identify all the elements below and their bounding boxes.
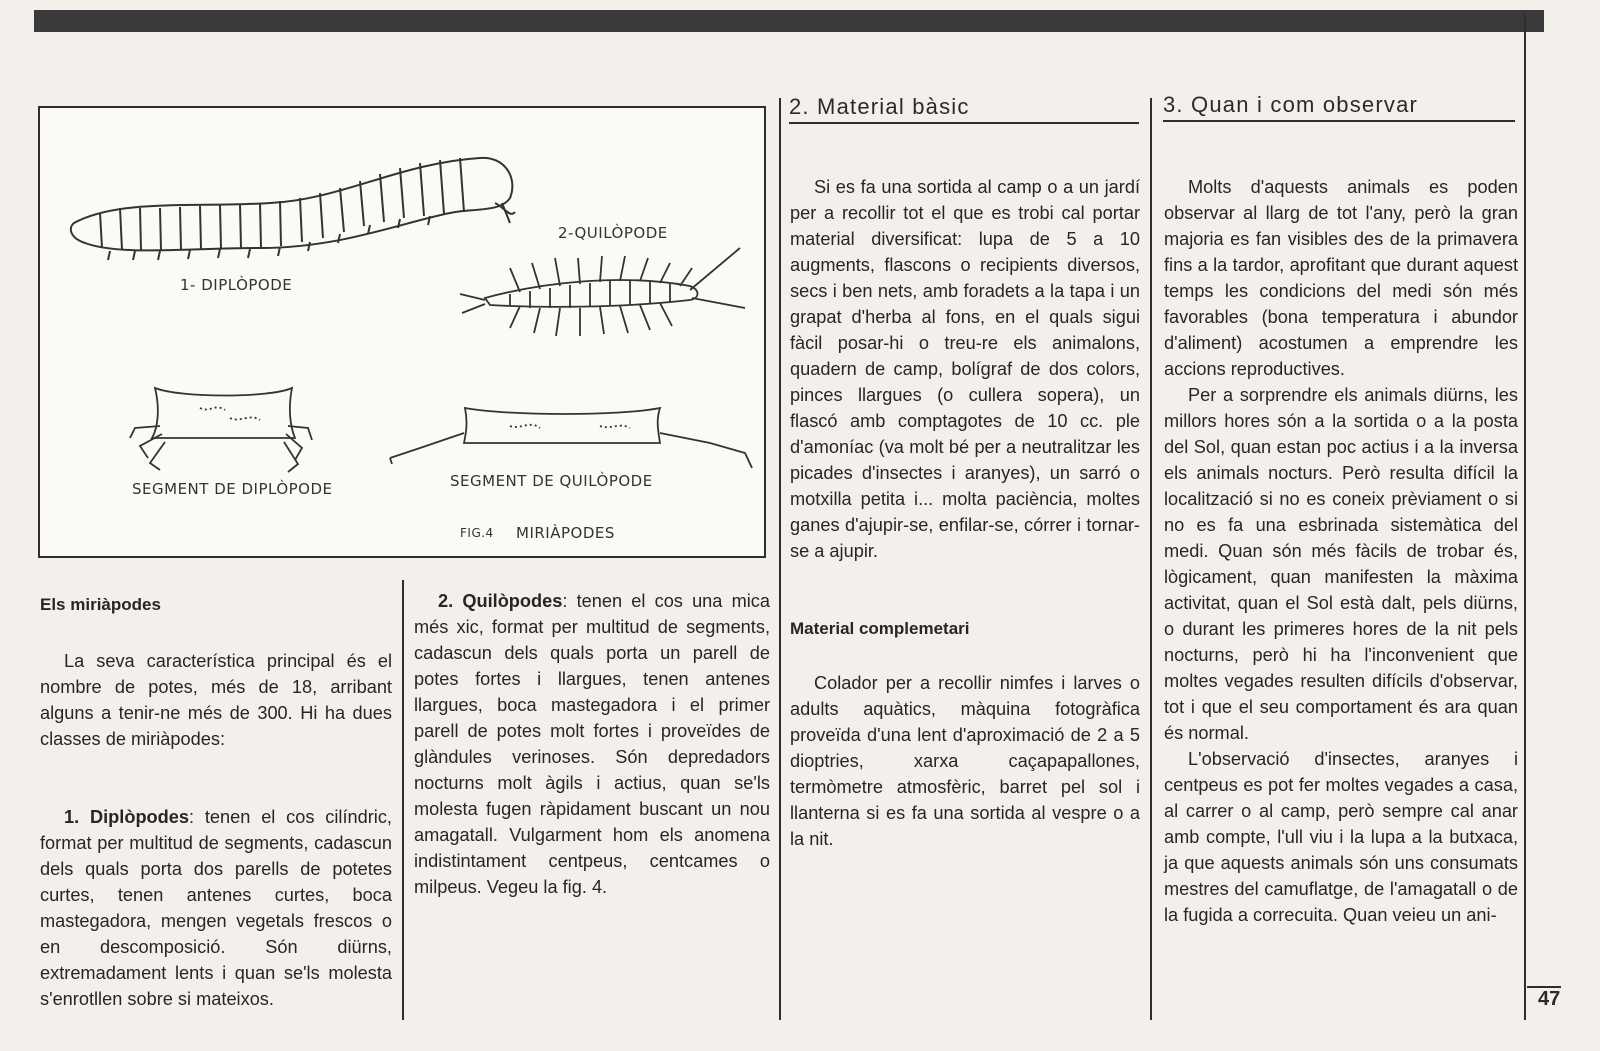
heading-myriapods: Els miriàpodes: [40, 595, 161, 614]
label-quilopode: 2-QUILÒPODE: [558, 224, 668, 242]
material-complementari-paragraph: Colador per a recollir nimfes i larves o adults aquàtics, màquina fotogràfica proveïda d'una lent d'aproximació de 2 a 5 dioptries, xarxa caçapapallones, termòmetre atmosfèric, barret pel sol i llanterna si es fa una sortida al vespre o a la nit.: [790, 673, 1140, 849]
intro-paragraph: La seva característica principal és el nombre de potes, més de 18, arribant alguns a tenir-ne més de 300. Hi ha dues classes de miriàpodes:: [40, 651, 392, 749]
observe-paragraph-1: Molts d'aquests animals es poden observar al llarg de tot l'any, però la gran majoria es fan visibles des de la primavera fins a la tardor, aprofitant que durant aquest temps les condicions del medi són més favorables (bona temperatura i abundor d'aliment) acostumen a emprendre les accions reproductives.: [1164, 177, 1518, 379]
quilopodes-description: : tenen el cos una mica més xic, format per multitud de segments, cadascun dels quals porta un parell de potes fortes i llargues, tenen antenes llargues, boca mastegadora i el primer parell de potes molt fortes i proveïdes de glàndules verinoses. Són depredadors nocturns molt àgils i actius, quan se'ls molesta fugen ràpidament buscant un nou amagatall. Vulgarment hom els anomena indistintament centpeus, centcames o milpeus. Vegeu la fig. 4.: [414, 591, 770, 897]
page-number: 47: [1538, 988, 1561, 1010]
diplopodes-paragraph: [40, 804, 392, 1012]
column-divider-1: [402, 580, 404, 1020]
diplopode-drawing: [71, 158, 515, 260]
section-title-material-basic: 2. Material bàsic: [789, 94, 970, 119]
column-1: [40, 592, 392, 1012]
column-2: [414, 588, 770, 900]
observe-paragraph-3: L'observació d'insectes, aranyes i centpeus es pot fer moltes vegades a casa, al carrer o al camp, però sempre cal anar amb compte, l'ull viu i la lupa a la butxaca, ja que aquests animals són uns consumats mestres del camuflatge, de l'amagatall o de la fugida a correcuita. Quan veieu un ani-: [1164, 749, 1518, 925]
label-segment-diplopode: SEGMENT DE DIPLÒPODE: [132, 480, 333, 498]
section-rule-2: [789, 122, 1139, 124]
figure-myriapods: [38, 106, 766, 558]
section-rule-3: [1163, 120, 1515, 122]
observe-paragraph-2: Per a sorprendre els animals diürns, les millors hores són a la sortida o a la posta del Sol, quan estan poc actius i a la inversa els animals nocturs. Però resulta difícil la localització si no es coneix prèviament o si no es fa una esbrinada sistemàtica del medi. Quan són més fàcils de trobar és, lògicament, quan manifesten la màxima activitat, quan el Sol està dalt, pels diürns, o durant les primeres hores de la nit pels nocturns, però hi ha l'inconvenient que moltes vegades resulten difícils d'observar, tot i que el seu comportament és ara quan és normal.: [1164, 385, 1518, 743]
label-segment-quilopode: SEGMENT DE QUILÒPODE: [450, 472, 653, 490]
quilopodes-paragraph: [414, 588, 770, 900]
column-divider-2: [779, 98, 781, 1020]
material-basic-paragraph: Si es fa una sortida al camp o a un jardí per a recollir tot el que es trobi cal portar material diversificat: lupa de 5 a 10 augments, flascons o recipients diversos, secs i ben nets, amb foradets a la tapa i un grapat d'herba al fons, en el quals sigui fàcil posar-hi o treu-re els animalons, quadern de camp, bolígraf de dos colors, pinces llargues (o cullera sopera), un flascó amb comptagotes de 10 cc. ple d'amoníac (va molt bé per a neutralitzar les picades d'insectes i aranyes), un sarró o motxilla petita i... molta paciència, moltes ganes d'ajupir-se, enfilar-se, córrer i tornar-se a ajupir.: [790, 177, 1140, 561]
quilopode-segment-drawing: [390, 408, 752, 468]
caption-figure-title: MIRIÀPODES: [516, 524, 615, 542]
top-bar: [34, 10, 1544, 32]
quilopode-drawing: [460, 248, 745, 336]
label-diplopode: 1- DIPLÒPODE: [180, 276, 293, 294]
column-3: [790, 174, 1140, 852]
quilopodes-term: 2. Quilòpodes: [438, 591, 563, 611]
heading-material-complementari: Material complemetari: [790, 619, 970, 638]
diplopodes-term: 1. Diplòpodes: [64, 807, 189, 827]
diplopode-segment-drawing: [130, 388, 312, 472]
caption-figure-number: FIG.4: [460, 526, 494, 540]
column-divider-3: [1150, 98, 1152, 1020]
diplopodes-description: : tenen el cos cilíndric, format per multitud de segments, cadascun dels quals porta dos parells de potetes curtes, tenen antenes curtes, boca mastegadora, mengen vegetals frescos o en descomposició. Són diürns, extremadament lents i quan se'ls molesta s'enrotllen sobre si mateixos.: [40, 807, 392, 1009]
section-title-quan-i-com: 3. Quan i com observar: [1163, 92, 1419, 117]
page-edge-rule: [1524, 14, 1526, 1020]
column-4: [1164, 174, 1518, 928]
